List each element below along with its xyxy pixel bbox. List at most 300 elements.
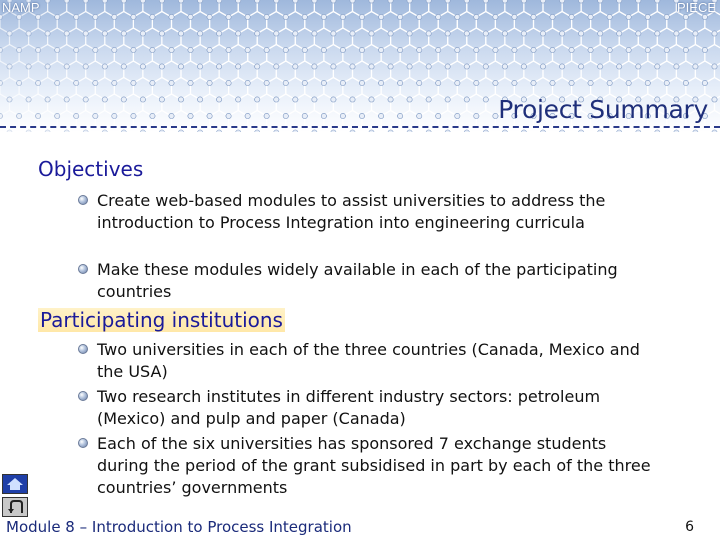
home-icon bbox=[3, 475, 27, 493]
lattice-atom bbox=[598, 0, 603, 3]
lattice-atom bbox=[350, 97, 355, 102]
lattice-cell bbox=[76, 111, 95, 133]
lattice-atom bbox=[521, 0, 526, 3]
lattice-atom bbox=[493, 80, 498, 85]
lattice-atom bbox=[45, 31, 50, 36]
lattice-atom bbox=[36, 80, 41, 85]
lattice-atom bbox=[188, 113, 193, 118]
section-heading-objectives: Objectives bbox=[38, 157, 144, 181]
lattice-atom bbox=[55, 14, 60, 19]
lattice-atom bbox=[379, 14, 384, 19]
lattice-atom bbox=[255, 0, 260, 3]
lattice-atom bbox=[293, 97, 298, 102]
lattice-atom bbox=[569, 47, 574, 52]
lattice-atom bbox=[436, 47, 441, 52]
lattice-atom bbox=[140, 64, 145, 69]
lattice-atom bbox=[483, 130, 488, 132]
lattice-atom bbox=[331, 31, 336, 36]
lattice-atom bbox=[674, 64, 679, 69]
list-item bbox=[97, 259, 657, 303]
lattice-atom bbox=[474, 14, 479, 19]
lattice-atom bbox=[655, 0, 660, 3]
bullet-text: Create web-based modules to assist universities to address the introduction to Process Integration into engineering curricula bbox=[97, 191, 606, 232]
lattice-atom bbox=[102, 97, 107, 102]
lattice-cell bbox=[343, 111, 362, 133]
lattice-cell bbox=[133, 111, 152, 133]
lattice-cell bbox=[305, 111, 324, 133]
lattice-atom bbox=[188, 14, 193, 19]
lattice-cell bbox=[57, 111, 76, 133]
lattice-atom bbox=[274, 64, 279, 69]
page-number: 6 bbox=[685, 519, 694, 535]
lattice-atom bbox=[74, 14, 79, 19]
lattice-cell bbox=[38, 111, 57, 133]
lattice-atom bbox=[159, 64, 164, 69]
lattice-atom bbox=[655, 130, 660, 132]
lattice-atom bbox=[150, 47, 155, 52]
lattice-atom bbox=[112, 113, 117, 118]
lattice-atom bbox=[379, 113, 384, 118]
lattice-atom bbox=[245, 80, 250, 85]
lattice-atom bbox=[121, 130, 126, 132]
lattice-atom bbox=[569, 80, 574, 85]
lattice-atom bbox=[369, 64, 374, 69]
lattice-atom bbox=[645, 47, 650, 52]
lattice-atom bbox=[331, 97, 336, 102]
lattice-atom bbox=[702, 47, 707, 52]
lattice-atom bbox=[417, 47, 422, 52]
lattice-atom bbox=[502, 31, 507, 36]
list-item bbox=[97, 386, 657, 430]
lattice-atom bbox=[217, 31, 222, 36]
lattice-atom bbox=[464, 64, 469, 69]
lattice-atom bbox=[321, 14, 326, 19]
footer-module-label: Module 8 – Introduction to Process Integration bbox=[6, 518, 352, 536]
lattice-atom bbox=[445, 130, 450, 132]
lattice-atom bbox=[626, 14, 631, 19]
lattice-atom bbox=[407, 0, 412, 3]
lattice-atom bbox=[645, 80, 650, 85]
lattice-atom bbox=[169, 47, 174, 52]
lattice-atom bbox=[159, 0, 164, 3]
lattice-cell bbox=[229, 111, 248, 133]
lattice-cell bbox=[419, 111, 438, 133]
lattice-atom bbox=[331, 64, 336, 69]
lattice-atom bbox=[207, 47, 212, 52]
lattice-atom bbox=[455, 80, 460, 85]
lattice-atom bbox=[17, 113, 22, 118]
header-left-label: NAMP bbox=[2, 0, 40, 15]
lattice-atom bbox=[159, 130, 164, 132]
lattice-atom bbox=[7, 64, 12, 69]
lattice-atom bbox=[369, 130, 374, 132]
lattice-atom bbox=[464, 130, 469, 132]
lattice-atom bbox=[121, 0, 126, 3]
lattice-atom bbox=[702, 14, 707, 19]
lattice-atom bbox=[83, 31, 88, 36]
lattice-atom bbox=[93, 47, 98, 52]
lattice-atom bbox=[674, 130, 679, 132]
lattice-atom bbox=[579, 0, 584, 3]
lattice-atom bbox=[436, 113, 441, 118]
lattice-cell bbox=[324, 111, 343, 133]
lattice-atom bbox=[236, 31, 241, 36]
lattice-atom bbox=[236, 0, 241, 3]
lattice-atom bbox=[226, 80, 231, 85]
lattice-atom bbox=[74, 80, 79, 85]
lattice-atom bbox=[426, 130, 431, 132]
lattice-atom bbox=[531, 14, 536, 19]
lattice-cell bbox=[438, 111, 457, 133]
lattice-atom bbox=[540, 31, 545, 36]
lattice-atom bbox=[445, 97, 450, 102]
lattice-atom bbox=[407, 64, 412, 69]
lattice-atom bbox=[350, 0, 355, 3]
lattice-atom bbox=[45, 130, 50, 132]
lattice-atom bbox=[388, 31, 393, 36]
lattice-atom bbox=[140, 130, 145, 132]
lattice-atom bbox=[331, 0, 336, 3]
lattice-atom bbox=[664, 14, 669, 19]
bullet-icon bbox=[78, 264, 88, 274]
lattice-atom bbox=[102, 0, 107, 3]
lattice-atom bbox=[64, 0, 69, 3]
lattice-atom bbox=[550, 80, 555, 85]
page-title: Project Summary bbox=[498, 95, 708, 124]
lattice-atom bbox=[245, 14, 250, 19]
lattice-atom bbox=[598, 64, 603, 69]
lattice-atom bbox=[102, 31, 107, 36]
list-item bbox=[97, 339, 657, 383]
lattice-cell bbox=[0, 111, 19, 133]
lattice-atom bbox=[588, 47, 593, 52]
lattice-atom bbox=[426, 64, 431, 69]
lattice-atom bbox=[493, 14, 498, 19]
lattice-cell bbox=[248, 111, 267, 133]
lattice-atom bbox=[226, 47, 231, 52]
lattice-atom bbox=[112, 14, 117, 19]
lattice-atom bbox=[417, 80, 422, 85]
bullet-text: Two universities in each of the three countries (Canada, Mexico and the USA) bbox=[97, 340, 640, 381]
lattice-atom bbox=[359, 14, 364, 19]
lattice-atom bbox=[264, 80, 269, 85]
lattice-atom bbox=[407, 130, 412, 132]
lattice-atom bbox=[264, 113, 269, 118]
lattice-atom bbox=[121, 64, 126, 69]
lattice-atom bbox=[207, 80, 212, 85]
lattice-atom bbox=[274, 130, 279, 132]
lattice-atom bbox=[455, 47, 460, 52]
lattice-atom bbox=[188, 80, 193, 85]
bullet-text: Make these modules widely available in each of the participating countries bbox=[97, 260, 618, 301]
lattice-atom bbox=[131, 14, 136, 19]
lattice-atom bbox=[388, 64, 393, 69]
lattice-atom bbox=[321, 80, 326, 85]
lattice-atom bbox=[417, 113, 422, 118]
lattice-atom bbox=[112, 80, 117, 85]
lattice-atom bbox=[36, 113, 41, 118]
lattice-cell bbox=[114, 111, 133, 133]
lattice-atom bbox=[521, 31, 526, 36]
lattice-atom bbox=[340, 113, 345, 118]
lattice-atom bbox=[512, 80, 517, 85]
lattice-atom bbox=[264, 47, 269, 52]
title-divider bbox=[0, 126, 720, 128]
home-button[interactable] bbox=[2, 474, 28, 494]
lattice-atom bbox=[274, 0, 279, 3]
lattice-atom bbox=[579, 31, 584, 36]
lattice-atom bbox=[121, 97, 126, 102]
lattice-atom bbox=[521, 64, 526, 69]
lattice-cell bbox=[400, 111, 419, 133]
lattice-atom bbox=[321, 47, 326, 52]
lattice-atom bbox=[445, 31, 450, 36]
lattice-atom bbox=[178, 31, 183, 36]
lattice-atom bbox=[359, 113, 364, 118]
lattice-cell bbox=[95, 111, 114, 133]
lattice-atom bbox=[140, 0, 145, 3]
lattice-atom bbox=[112, 47, 117, 52]
lattice-atom bbox=[302, 14, 307, 19]
lattice-atom bbox=[483, 31, 488, 36]
lattice-cell bbox=[362, 111, 381, 133]
lattice-atom bbox=[531, 47, 536, 52]
lattice-atom bbox=[693, 130, 698, 132]
lattice-atom bbox=[312, 64, 317, 69]
lattice-cell bbox=[705, 45, 720, 67]
lattice-atom bbox=[293, 31, 298, 36]
lattice-atom bbox=[560, 130, 565, 132]
lattice-atom bbox=[302, 80, 307, 85]
lattice-atom bbox=[664, 47, 669, 52]
lattice-atom bbox=[340, 47, 345, 52]
bullet-icon bbox=[78, 438, 88, 448]
lattice-atom bbox=[664, 80, 669, 85]
lattice-atom bbox=[7, 97, 12, 102]
lattice-atom bbox=[198, 64, 203, 69]
lattice-atom bbox=[340, 80, 345, 85]
lattice-atom bbox=[293, 64, 298, 69]
list-item bbox=[97, 190, 657, 234]
lattice-atom bbox=[369, 31, 374, 36]
lattice-atom bbox=[293, 130, 298, 132]
lattice-atom bbox=[312, 130, 317, 132]
lattice-cell bbox=[19, 111, 38, 133]
lattice-atom bbox=[426, 97, 431, 102]
lattice-atom bbox=[226, 14, 231, 19]
lattice-atom bbox=[550, 14, 555, 19]
lattice-atom bbox=[626, 47, 631, 52]
lattice-atom bbox=[45, 0, 50, 3]
lattice-cell bbox=[172, 111, 191, 133]
lattice-atom bbox=[569, 14, 574, 19]
lattice-atom bbox=[588, 14, 593, 19]
lattice-atom bbox=[236, 97, 241, 102]
lattice-atom bbox=[188, 47, 193, 52]
lattice-atom bbox=[312, 97, 317, 102]
lattice-atom bbox=[645, 14, 650, 19]
lattice-atom bbox=[426, 0, 431, 3]
lattice-atom bbox=[474, 80, 479, 85]
lattice-atom bbox=[502, 0, 507, 3]
lattice-atom bbox=[45, 97, 50, 102]
lattice-atom bbox=[198, 97, 203, 102]
lattice-atom bbox=[83, 64, 88, 69]
lattice-atom bbox=[198, 130, 203, 132]
lattice-atom bbox=[283, 14, 288, 19]
lattice-atom bbox=[255, 64, 260, 69]
lattice-atom bbox=[636, 0, 641, 3]
lattice-atom bbox=[617, 31, 622, 36]
lattice-atom bbox=[474, 47, 479, 52]
lattice-atom bbox=[512, 47, 517, 52]
bullet-icon bbox=[78, 195, 88, 205]
bullet-icon bbox=[78, 344, 88, 354]
lattice-atom bbox=[93, 80, 98, 85]
lattice-atom bbox=[483, 64, 488, 69]
lattice-cell bbox=[267, 111, 286, 133]
lattice-atom bbox=[178, 64, 183, 69]
lattice-atom bbox=[369, 0, 374, 3]
lattice-atom bbox=[274, 97, 279, 102]
lattice-atom bbox=[359, 80, 364, 85]
lattice-atom bbox=[245, 47, 250, 52]
lattice-atom bbox=[217, 0, 222, 3]
lattice-atom bbox=[598, 130, 603, 132]
lattice-atom bbox=[474, 113, 479, 118]
lattice-atom bbox=[398, 47, 403, 52]
lattice-atom bbox=[150, 14, 155, 19]
lattice-atom bbox=[64, 31, 69, 36]
lattice-atom bbox=[712, 130, 717, 132]
lattice-atom bbox=[255, 130, 260, 132]
lattice-atom bbox=[178, 0, 183, 3]
lattice-atom bbox=[17, 14, 22, 19]
lattice-atom bbox=[302, 113, 307, 118]
lattice-atom bbox=[617, 64, 622, 69]
lattice-atom bbox=[693, 64, 698, 69]
lattice-atom bbox=[312, 0, 317, 3]
lattice-atom bbox=[712, 97, 717, 102]
lattice-atom bbox=[340, 14, 345, 19]
lattice-atom bbox=[531, 80, 536, 85]
lattice-atom bbox=[560, 64, 565, 69]
lattice-atom bbox=[17, 47, 22, 52]
lattice-atom bbox=[350, 64, 355, 69]
lattice-atom bbox=[607, 47, 612, 52]
lattice-atom bbox=[198, 31, 203, 36]
lattice-atom bbox=[655, 31, 660, 36]
return-button[interactable] bbox=[2, 497, 28, 517]
lattice-atom bbox=[369, 97, 374, 102]
lattice-atom bbox=[93, 14, 98, 19]
lattice-atom bbox=[483, 97, 488, 102]
lattice-atom bbox=[712, 31, 717, 36]
lattice-atom bbox=[560, 0, 565, 3]
lattice-atom bbox=[388, 0, 393, 3]
lattice-atom bbox=[407, 31, 412, 36]
lattice-atom bbox=[131, 47, 136, 52]
lattice-atom bbox=[0, 113, 3, 118]
lattice-atom bbox=[617, 0, 622, 3]
lattice-atom bbox=[407, 97, 412, 102]
lattice-atom bbox=[321, 113, 326, 118]
lattice-atom bbox=[512, 14, 517, 19]
lattice-atom bbox=[502, 64, 507, 69]
lattice-atom bbox=[169, 113, 174, 118]
lattice-atom bbox=[350, 31, 355, 36]
return-icon bbox=[3, 498, 27, 516]
lattice-atom bbox=[540, 0, 545, 3]
lattice-atom bbox=[0, 47, 3, 52]
lattice-atom bbox=[540, 130, 545, 132]
lattice-atom bbox=[445, 64, 450, 69]
lattice-atom bbox=[283, 113, 288, 118]
lattice-atom bbox=[26, 31, 31, 36]
lattice-atom bbox=[588, 80, 593, 85]
lattice-atom bbox=[83, 0, 88, 3]
lattice-cell bbox=[191, 111, 210, 133]
lattice-atom bbox=[426, 31, 431, 36]
lattice-atom bbox=[445, 0, 450, 3]
lattice-atom bbox=[464, 31, 469, 36]
lattice-cell bbox=[476, 111, 495, 133]
lattice-atom bbox=[712, 64, 717, 69]
lattice-atom bbox=[683, 80, 688, 85]
lattice-atom bbox=[140, 97, 145, 102]
lattice-atom bbox=[236, 64, 241, 69]
lattice-atom bbox=[217, 97, 222, 102]
lattice-atom bbox=[702, 80, 707, 85]
lattice-atom bbox=[464, 0, 469, 3]
lattice-atom bbox=[64, 97, 69, 102]
lattice-atom bbox=[198, 0, 203, 3]
lattice-atom bbox=[102, 64, 107, 69]
lattice-atom bbox=[455, 14, 460, 19]
lattice-atom bbox=[131, 113, 136, 118]
lattice-atom bbox=[521, 130, 526, 132]
lattice-atom bbox=[483, 0, 488, 3]
lattice-atom bbox=[683, 14, 688, 19]
lattice-atom bbox=[102, 130, 107, 132]
lattice-atom bbox=[674, 31, 679, 36]
lattice-atom bbox=[379, 47, 384, 52]
lattice-atom bbox=[636, 31, 641, 36]
lattice-cell bbox=[286, 111, 305, 133]
lattice-atom bbox=[417, 14, 422, 19]
lattice-atom bbox=[226, 113, 231, 118]
lattice-atom bbox=[0, 14, 3, 19]
lattice-cell bbox=[152, 111, 171, 133]
lattice-atom bbox=[293, 0, 298, 3]
lattice-atom bbox=[83, 97, 88, 102]
lattice-atom bbox=[302, 47, 307, 52]
lattice-atom bbox=[331, 130, 336, 132]
lattice-atom bbox=[598, 31, 603, 36]
lattice-atom bbox=[207, 113, 212, 118]
lattice-cell bbox=[210, 111, 229, 133]
lattice-atom bbox=[436, 80, 441, 85]
lattice-atom bbox=[636, 130, 641, 132]
lattice-atom bbox=[45, 64, 50, 69]
lattice-atom bbox=[83, 130, 88, 132]
lattice-atom bbox=[436, 14, 441, 19]
lattice-atom bbox=[150, 113, 155, 118]
lattice-atom bbox=[74, 47, 79, 52]
lattice-atom bbox=[617, 130, 622, 132]
lattice-atom bbox=[312, 31, 317, 36]
lattice-atom bbox=[64, 64, 69, 69]
